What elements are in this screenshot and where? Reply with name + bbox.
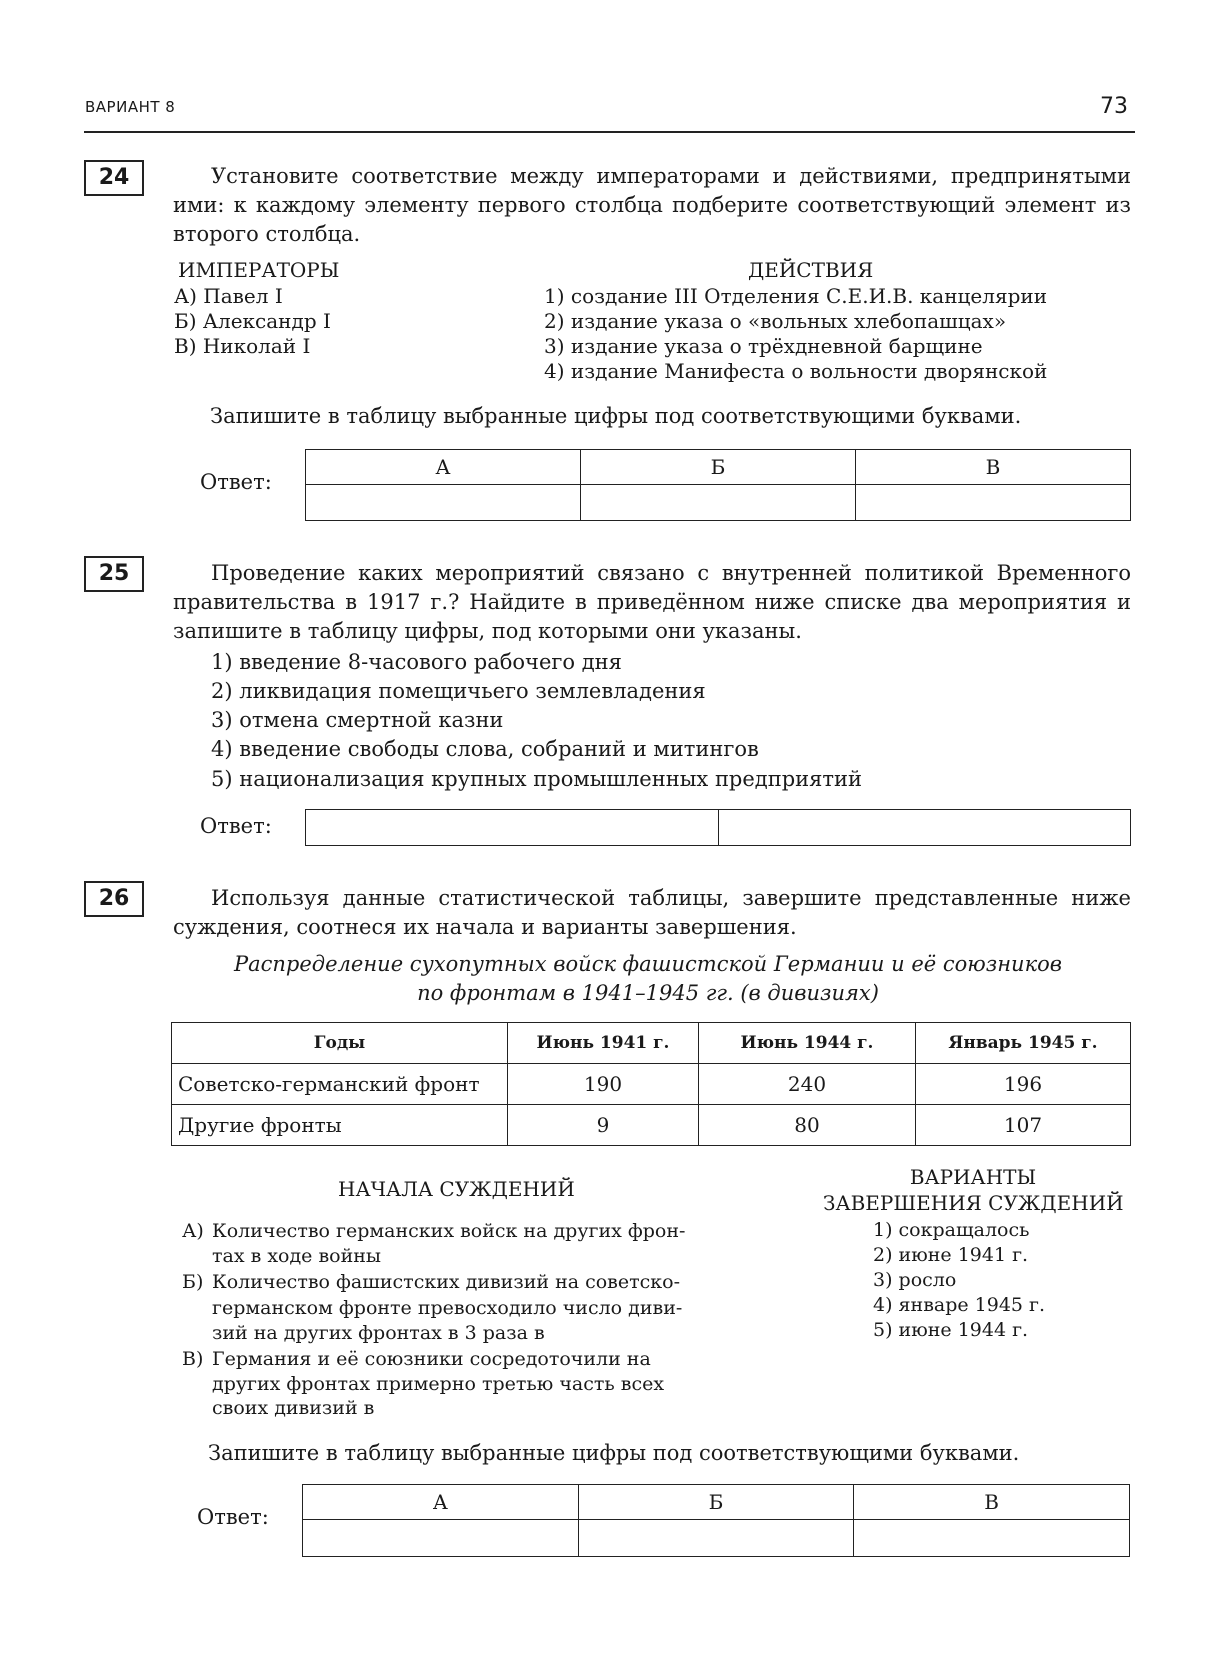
q24-right-item-2: 2) издание указа о «вольных хлебопашцах» (544, 309, 1007, 333)
q26-start-b-line3: зий на других фронтах в 3 раза в (212, 1322, 545, 1344)
stat-cell: 240 (699, 1064, 916, 1105)
q26-answer-table (302, 1484, 1130, 1557)
q26-text: Используя данные статистической таблицы, завершите представленные ниже суждения, соотнеся их начала и варианты завершения. (173, 886, 1131, 939)
q24-left-item-c: В) Николай I (174, 334, 311, 358)
q24-col-b: Б (581, 450, 856, 485)
q24-left-item-a: А) Павел I (174, 284, 283, 308)
question-number-24: 24 (84, 160, 144, 196)
q25-item-5: 5) национализация крупных промышленных предприятий (211, 767, 863, 791)
q26-answer-cell-c[interactable] (854, 1520, 1130, 1557)
q26-start-b-line2: германском фронте превосходило число диви- (212, 1297, 683, 1319)
q26-start-a-line2: тах в ходе войны (212, 1245, 382, 1267)
question-number-25: 25 (84, 556, 144, 592)
q24-right-item-3: 3) издание указа о трёхдневной барщине (544, 334, 983, 358)
q26-col-c: В (854, 1485, 1130, 1520)
header-rule (84, 131, 1135, 133)
q24-right-item-1: 1) создание III Отделения С.Е.И.В. канцелярии (544, 284, 1048, 308)
q24-answer-table (305, 449, 1131, 521)
stat-header-jun1941: Июнь 1941 г. (508, 1023, 699, 1064)
q26-ending-4: 4) январе 1945 г. (873, 1294, 1046, 1316)
q25-item-3: 3) отмена смертной казни (211, 708, 504, 732)
q26-start-b-line1: Количество фашистских дивизий на советско- (212, 1271, 681, 1293)
q26-stat-table (171, 1022, 1131, 1146)
stat-cell: 9 (508, 1105, 699, 1146)
q24-answer-label: Ответ: (200, 470, 272, 494)
q24-text: Установите соответствие между императорами и действиями, предпринятыми ими: к каждому элементу первого столбца подберите соответствующий элемент из второго столбца. (173, 164, 1131, 246)
variant-label: ВАРИАНТ 8 (85, 98, 176, 116)
q24-col-c: В (856, 450, 1131, 485)
q24-instruction: Запишите в таблицу выбранные цифры под соответствующими буквами. (210, 404, 1022, 428)
q26-start-a-line1: Количество германских войск на других фрон- (212, 1220, 686, 1242)
q26-caption-line1: Распределение сухопутных войск фашистской Германии и её союзников (234, 952, 1062, 976)
q24-right-item-4: 4) издание Манифеста о вольности дворянской (544, 359, 1048, 383)
stat-cell: 107 (916, 1105, 1131, 1146)
q24-answer-cell-a[interactable] (306, 485, 581, 521)
stat-row-label: Советско-германский фронт (172, 1064, 508, 1105)
q26-start-c-line2: других фронтах примерно третью часть всех (212, 1373, 665, 1395)
stat-header-jun1944: Июнь 1944 г. (699, 1023, 916, 1064)
q25-text: Проведение каких мероприятий связано с внутренней политикой Временного правительства в 1917 г.? Найдите в приведённом ниже списке два мероприятия и запишите в таблицу цифры, под которыми они указаны. (173, 561, 1131, 643)
q26-caption-line2: по фронтам в 1941–1945 гг. (в дивизиях) (417, 981, 879, 1005)
q25-item-1: 1) введение 8-часового рабочего дня (211, 650, 622, 674)
q24-left-item-b: Б) Александр I (174, 309, 331, 333)
q26-start-c-line1: Германия и её союзники сосредоточили на (212, 1348, 651, 1370)
stat-row-label: Другие фронты (172, 1105, 508, 1146)
q26-answer-cell-a[interactable] (303, 1520, 579, 1557)
q25-item-4: 4) введение свободы слова, собраний и митингов (211, 737, 759, 761)
q26-ending-5: 5) июне 1944 г. (873, 1319, 1029, 1341)
q26-start-c-letter: В) (182, 1348, 204, 1370)
q26-endings-heading-1: ВАРИАНТЫ (909, 1165, 1037, 1189)
q25-answer-label: Ответ: (200, 814, 272, 838)
q26-start-b-letter: Б) (182, 1271, 204, 1293)
q26-answer-cell-b[interactable] (578, 1520, 854, 1557)
page-number: 73 (1100, 94, 1128, 119)
question-number-26: 26 (84, 881, 144, 917)
stat-header-jan1945: Январь 1945 г. (916, 1023, 1131, 1064)
q25-answer-table (305, 809, 1131, 846)
q26-ending-3: 3) росло (873, 1269, 957, 1291)
q24-answer-cell-b[interactable] (581, 485, 856, 521)
q25-item-2: 2) ликвидация помещичьего землевладения (211, 679, 706, 703)
q25-answer-cell-2[interactable] (718, 810, 1131, 846)
q26-col-a: А (303, 1485, 579, 1520)
q24-left-heading: ИМПЕРАТОРЫ (178, 258, 340, 282)
q26-start-c-line3: своих дивизий в (212, 1397, 375, 1419)
q26-ending-1: 1) сокращалось (873, 1219, 1030, 1241)
q24-answer-cell-c[interactable] (856, 485, 1131, 521)
stat-header-years: Годы (172, 1023, 508, 1064)
q26-ending-2: 2) июне 1941 г. (873, 1244, 1029, 1266)
q24-col-a: А (306, 450, 581, 485)
q26-starts-heading: НАЧАЛА СУЖДЕНИЙ (338, 1177, 575, 1201)
q25-answer-cell-1[interactable] (306, 810, 719, 846)
q24-right-heading: ДЕЙСТВИЯ (748, 258, 874, 282)
q26-start-a-letter: А) (182, 1220, 204, 1242)
stat-cell: 190 (508, 1064, 699, 1105)
q26-instruction: Запишите в таблицу выбранные цифры под соответствующими буквами. (208, 1441, 1020, 1465)
q26-endings-heading-2: ЗАВЕРШЕНИЯ СУЖДЕНИЙ (823, 1191, 1124, 1215)
stat-cell: 196 (916, 1064, 1131, 1105)
q26-col-b: Б (578, 1485, 854, 1520)
q26-answer-label: Ответ: (197, 1505, 269, 1529)
stat-cell: 80 (699, 1105, 916, 1146)
